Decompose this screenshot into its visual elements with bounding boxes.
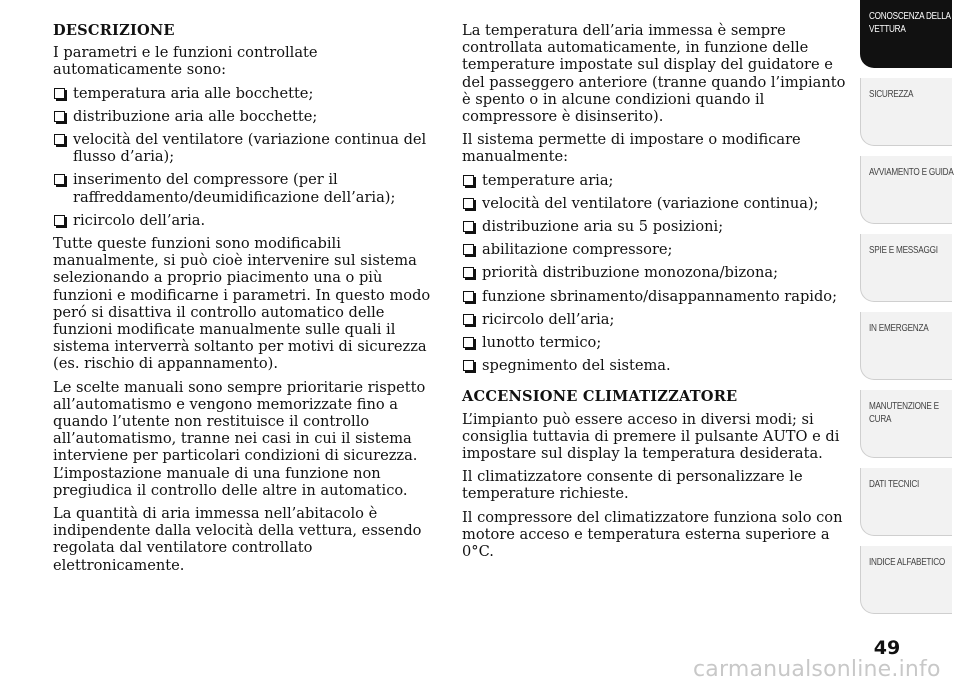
tab-spie-e-messaggi[interactable]: SPIE E MESSAGGI <box>860 234 952 302</box>
list-item: abilitazione compressore; <box>462 241 847 258</box>
checkbox-bullet-icon <box>54 88 65 99</box>
checkbox-bullet-icon <box>463 244 474 255</box>
checkbox-bullet-icon <box>463 291 474 302</box>
list-item: priorità distribuzione monozona/bizona; <box>462 264 847 281</box>
list-item: velocità del ventilatore (variazione continua); <box>462 195 847 212</box>
checkbox-bullet-icon <box>463 360 474 371</box>
body-paragraph: Le scelte manuali sono sempre prioritarie rispetto all’automatismo e vengono memorizzate fino a quando l’utente non restituisce il controllo all’automatismo, tranne nei casi in cui il sistema interviene per particolari condizioni di sicurezza. L’impostazione manuale di una funzione non pregiudica il controllo delle altre in automatico. <box>53 378 426 499</box>
checkbox-bullet-icon <box>463 314 474 325</box>
body-paragraph: Tutte queste funzioni sono modificabili manualmente, si può cioè intervenire sul sistema selezionando a proprio piacimento una o più funzioni e modificarne i parametri. In questo modo peró si disattiva il controllo automatico delle funzioni modificate manualmente sulle quali il sistema interverrà soltanto per motivi di sicurezza (es. rischio di appannamento). <box>53 235 431 373</box>
chapter-tabs <box>860 0 960 630</box>
tab-indice-alfabetico[interactable]: INDICE ALFABETICO <box>860 546 952 614</box>
checkbox-bullet-icon <box>463 267 474 278</box>
checkbox-bullet-icon <box>463 175 474 186</box>
manual-settings-list <box>462 172 847 375</box>
right-column <box>462 22 847 566</box>
checkbox-bullet-icon <box>463 337 474 348</box>
list-item: distribuzione aria su 5 posizioni; <box>462 218 847 235</box>
watermark-text: carmanualsonline.info <box>693 657 941 682</box>
checkbox-bullet-icon <box>54 215 65 226</box>
body-paragraph: La temperatura dell’aria immessa è sempre controllata automaticamente, in funzione delle temperature impostate sul display del guidatore e del passeggero anteriore (tranne quando l’impianto è spento o in alcune condizioni quando il compressore è disinserito). <box>462 22 846 126</box>
tab-dati-tecnici[interactable]: DATI TECNICI <box>860 468 952 536</box>
list-item: ricircolo dell’aria. <box>53 212 445 229</box>
auto-functions-list <box>53 85 445 229</box>
tab-manutenzione-e-cura[interactable]: MANUTENZIONE E CURA <box>860 390 952 458</box>
section-heading-descrizione: DESCRIZIONE <box>53 22 175 39</box>
body-paragraph: Il climatizzatore consente di personalizzare le temperature richieste. <box>462 468 803 503</box>
list-item: distribuzione aria alle bocchette; <box>53 108 445 125</box>
body-paragraph: L’impianto può essere acceso in diversi modi; si consiglia tuttavia di premere il pulsante AUTO e di impostare sul display la temperatura desiderata. <box>462 410 840 463</box>
body-paragraph: Il compressore del climatizzatore funziona solo con motore acceso e temperatura esterna superiore a 0°C. <box>462 508 843 561</box>
tab-conoscenza-della-vettura[interactable]: CONOSCENZA DELLA VETTURA <box>860 0 952 68</box>
list-item: funzione sbrinamento/disappannamento rapido; <box>462 288 847 305</box>
tab-in-emergenza[interactable]: IN EMERGENZA <box>860 312 952 380</box>
left-column <box>53 22 445 580</box>
list-item: velocità del ventilatore (variazione continua del flusso d’aria); <box>53 131 445 165</box>
checkbox-bullet-icon <box>54 134 65 145</box>
tab-sicurezza[interactable]: SICUREZZA <box>860 78 952 146</box>
body-paragraph: La quantità di aria immessa nell’abitacolo è indipendente dalla velocità della vettura, essendo regolata dal ventilatore controllato elettronicamente. <box>53 505 422 574</box>
checkbox-bullet-icon <box>54 111 65 122</box>
checkbox-bullet-icon <box>54 174 65 185</box>
list-item: temperature aria; <box>462 172 847 189</box>
section-heading-accensione: ACCENSIONE CLIMATIZZATORE <box>462 388 738 406</box>
checkbox-bullet-icon <box>463 198 474 209</box>
intro-paragraph: I parametri e le funzioni controllate automaticamente sono: <box>53 44 318 79</box>
list-item: ricircolo dell’aria; <box>462 311 847 328</box>
list-item: lunotto termico; <box>462 334 847 351</box>
checkbox-bullet-icon <box>463 221 474 232</box>
page-number: 49 <box>873 637 901 659</box>
tab-avviamento-e-guida[interactable]: AVVIAMENTO E GUIDA <box>860 156 952 224</box>
list-item: inserimento del compressore (per il raffreddamento/deumidificazione dell’aria); <box>53 171 445 205</box>
list-item: spegnimento del sistema. <box>462 357 847 374</box>
body-paragraph: Il sistema permette di impostare o modificare manualmente: <box>462 131 801 166</box>
list-item: temperatura aria alle bocchette; <box>53 85 445 102</box>
